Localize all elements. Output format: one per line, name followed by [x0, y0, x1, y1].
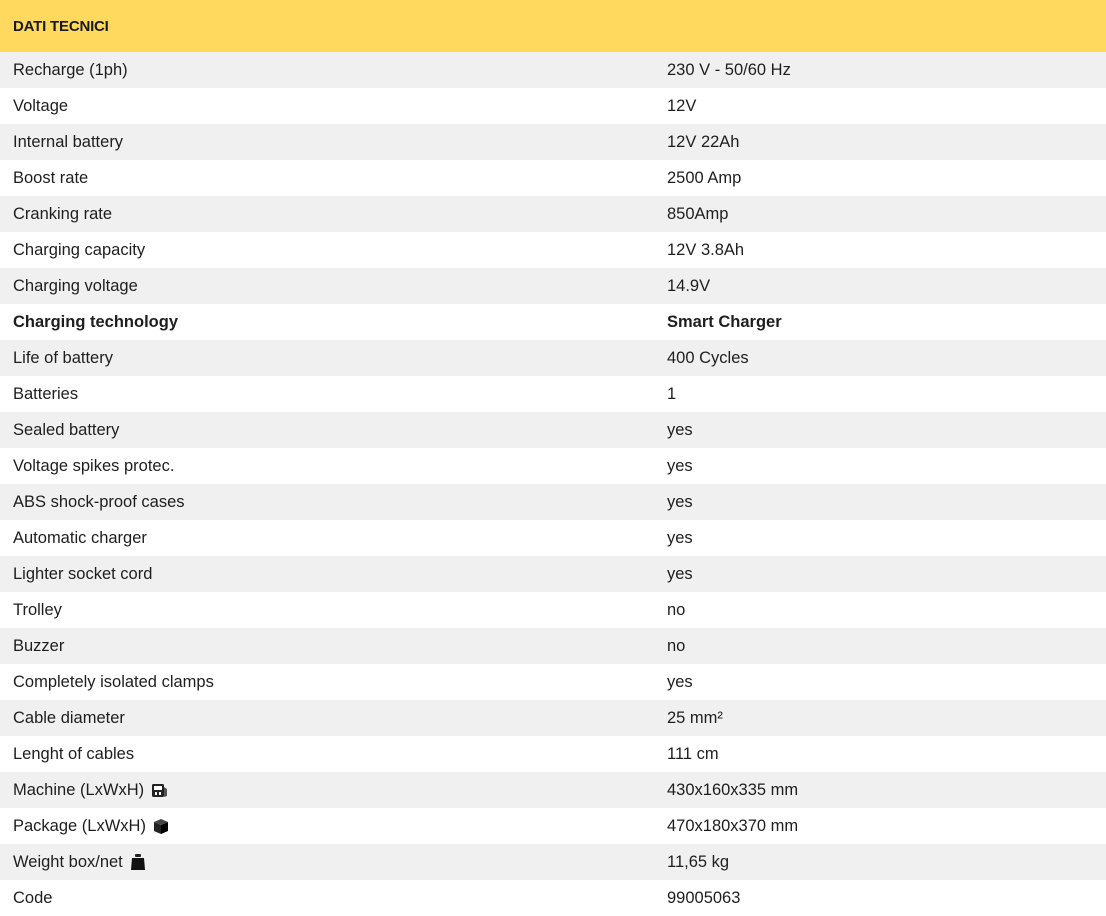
- row-label-text: Machine (LxWxH): [13, 780, 145, 799]
- row-label-text: Trolley: [13, 600, 62, 619]
- table-row: [0, 124, 1106, 160]
- table-row: [0, 484, 1106, 520]
- row-label-text: Sealed battery: [13, 420, 120, 439]
- table-row: [0, 412, 1106, 448]
- spec-table-header: [0, 0, 1106, 52]
- row-label: [0, 565, 654, 584]
- row-label-text: Package (LxWxH): [13, 816, 146, 835]
- table-row: [0, 700, 1106, 736]
- table-row: [0, 232, 1106, 268]
- row-label: [0, 205, 654, 224]
- row-value: 12V: [667, 96, 697, 115]
- row-label-text: Completely isolated clamps: [13, 672, 214, 691]
- row-label-text: Charging capacity: [13, 240, 146, 259]
- row-value: 2500 Amp: [667, 168, 742, 187]
- row-label: [0, 601, 654, 620]
- row-label-text: Cable diameter: [13, 708, 125, 727]
- table-row: [0, 592, 1106, 628]
- row-label: [0, 493, 654, 512]
- row-label: [0, 745, 654, 764]
- row-label: [0, 97, 654, 116]
- row-value: 25 mm²: [667, 708, 723, 727]
- weight-icon: [129, 853, 147, 871]
- row-label: [0, 457, 654, 476]
- row-label-text: Voltage: [13, 96, 69, 115]
- row-value: 470x180x370 mm: [667, 816, 799, 835]
- row-label-text: Recharge (1ph): [13, 60, 128, 79]
- table-row: [0, 556, 1106, 592]
- spec-rows: [0, 52, 1106, 916]
- row-label-text: Boost rate: [13, 168, 89, 187]
- row-label: [0, 349, 654, 368]
- table-row: [0, 520, 1106, 556]
- row-label: [0, 709, 654, 728]
- row-value: yes: [667, 528, 693, 547]
- table-row: [0, 304, 1106, 340]
- table-row: [0, 88, 1106, 124]
- row-label: [0, 241, 654, 260]
- row-value: Smart Charger: [667, 312, 782, 331]
- row-label: [0, 277, 654, 296]
- row-value: 99005063: [667, 888, 741, 907]
- table-row: [0, 880, 1106, 916]
- row-label-text: Weight box/net: [13, 852, 123, 871]
- row-label: [0, 61, 654, 80]
- row-value: no: [667, 600, 686, 619]
- table-row: [0, 844, 1106, 880]
- row-label: [0, 385, 654, 404]
- table-row: [0, 664, 1106, 700]
- row-value: yes: [667, 420, 693, 439]
- row-label-text: Charging voltage: [13, 276, 138, 295]
- row-label-text: Life of battery: [13, 348, 113, 367]
- spec-table-title: DATI TECNICI: [13, 17, 109, 35]
- row-value: yes: [667, 564, 693, 583]
- table-row: [0, 736, 1106, 772]
- row-label-text: Batteries: [13, 384, 79, 403]
- row-label: [0, 169, 654, 188]
- row-label: [0, 781, 654, 800]
- machine-dimensions-icon: [150, 781, 168, 799]
- row-value: 111 cm: [667, 744, 719, 763]
- table-row: [0, 772, 1106, 808]
- row-value: 230 V - 50/60 Hz: [667, 60, 791, 79]
- row-label-text: Lighter socket cord: [13, 564, 153, 583]
- row-value: 12V 3.8Ah: [667, 240, 745, 259]
- row-value: no: [667, 636, 686, 655]
- row-label: [0, 889, 654, 908]
- row-value: yes: [667, 456, 693, 475]
- table-row: [0, 628, 1106, 664]
- table-row: [0, 808, 1106, 844]
- row-value: 430x160x335 mm: [667, 780, 799, 799]
- row-label-text: Charging technology: [13, 312, 178, 331]
- table-row: [0, 268, 1106, 304]
- row-value: 400 Cycles: [667, 348, 749, 367]
- row-value: 1: [667, 384, 677, 403]
- row-label-text: Buzzer: [13, 636, 65, 655]
- row-value: 12V 22Ah: [667, 132, 740, 151]
- row-label: [0, 421, 654, 440]
- row-label: [0, 529, 654, 548]
- row-label: [0, 817, 654, 836]
- package-box-icon: [152, 817, 170, 835]
- row-label-text: Cranking rate: [13, 204, 113, 223]
- row-label: [0, 313, 654, 332]
- row-value: 11,65 kg: [667, 852, 730, 871]
- row-label-text: Lenght of cables: [13, 744, 135, 763]
- row-label-text: Code: [13, 888, 53, 907]
- table-row: [0, 52, 1106, 88]
- row-value: 14.9V: [667, 276, 711, 295]
- row-label-text: ABS shock-proof cases: [13, 492, 185, 511]
- row-label-text: Voltage spikes protec.: [13, 456, 175, 475]
- table-row: [0, 340, 1106, 376]
- row-value: yes: [667, 672, 693, 691]
- table-row: [0, 448, 1106, 484]
- row-label-text: Internal battery: [13, 132, 124, 151]
- row-label: [0, 637, 654, 656]
- table-row: [0, 196, 1106, 232]
- row-value: yes: [667, 492, 693, 511]
- table-row: [0, 376, 1106, 412]
- row-value: 850Amp: [667, 204, 729, 223]
- row-label: [0, 853, 654, 872]
- table-row: [0, 160, 1106, 196]
- row-label: [0, 673, 654, 692]
- row-label-text: Automatic charger: [13, 528, 147, 547]
- row-label: [0, 133, 654, 152]
